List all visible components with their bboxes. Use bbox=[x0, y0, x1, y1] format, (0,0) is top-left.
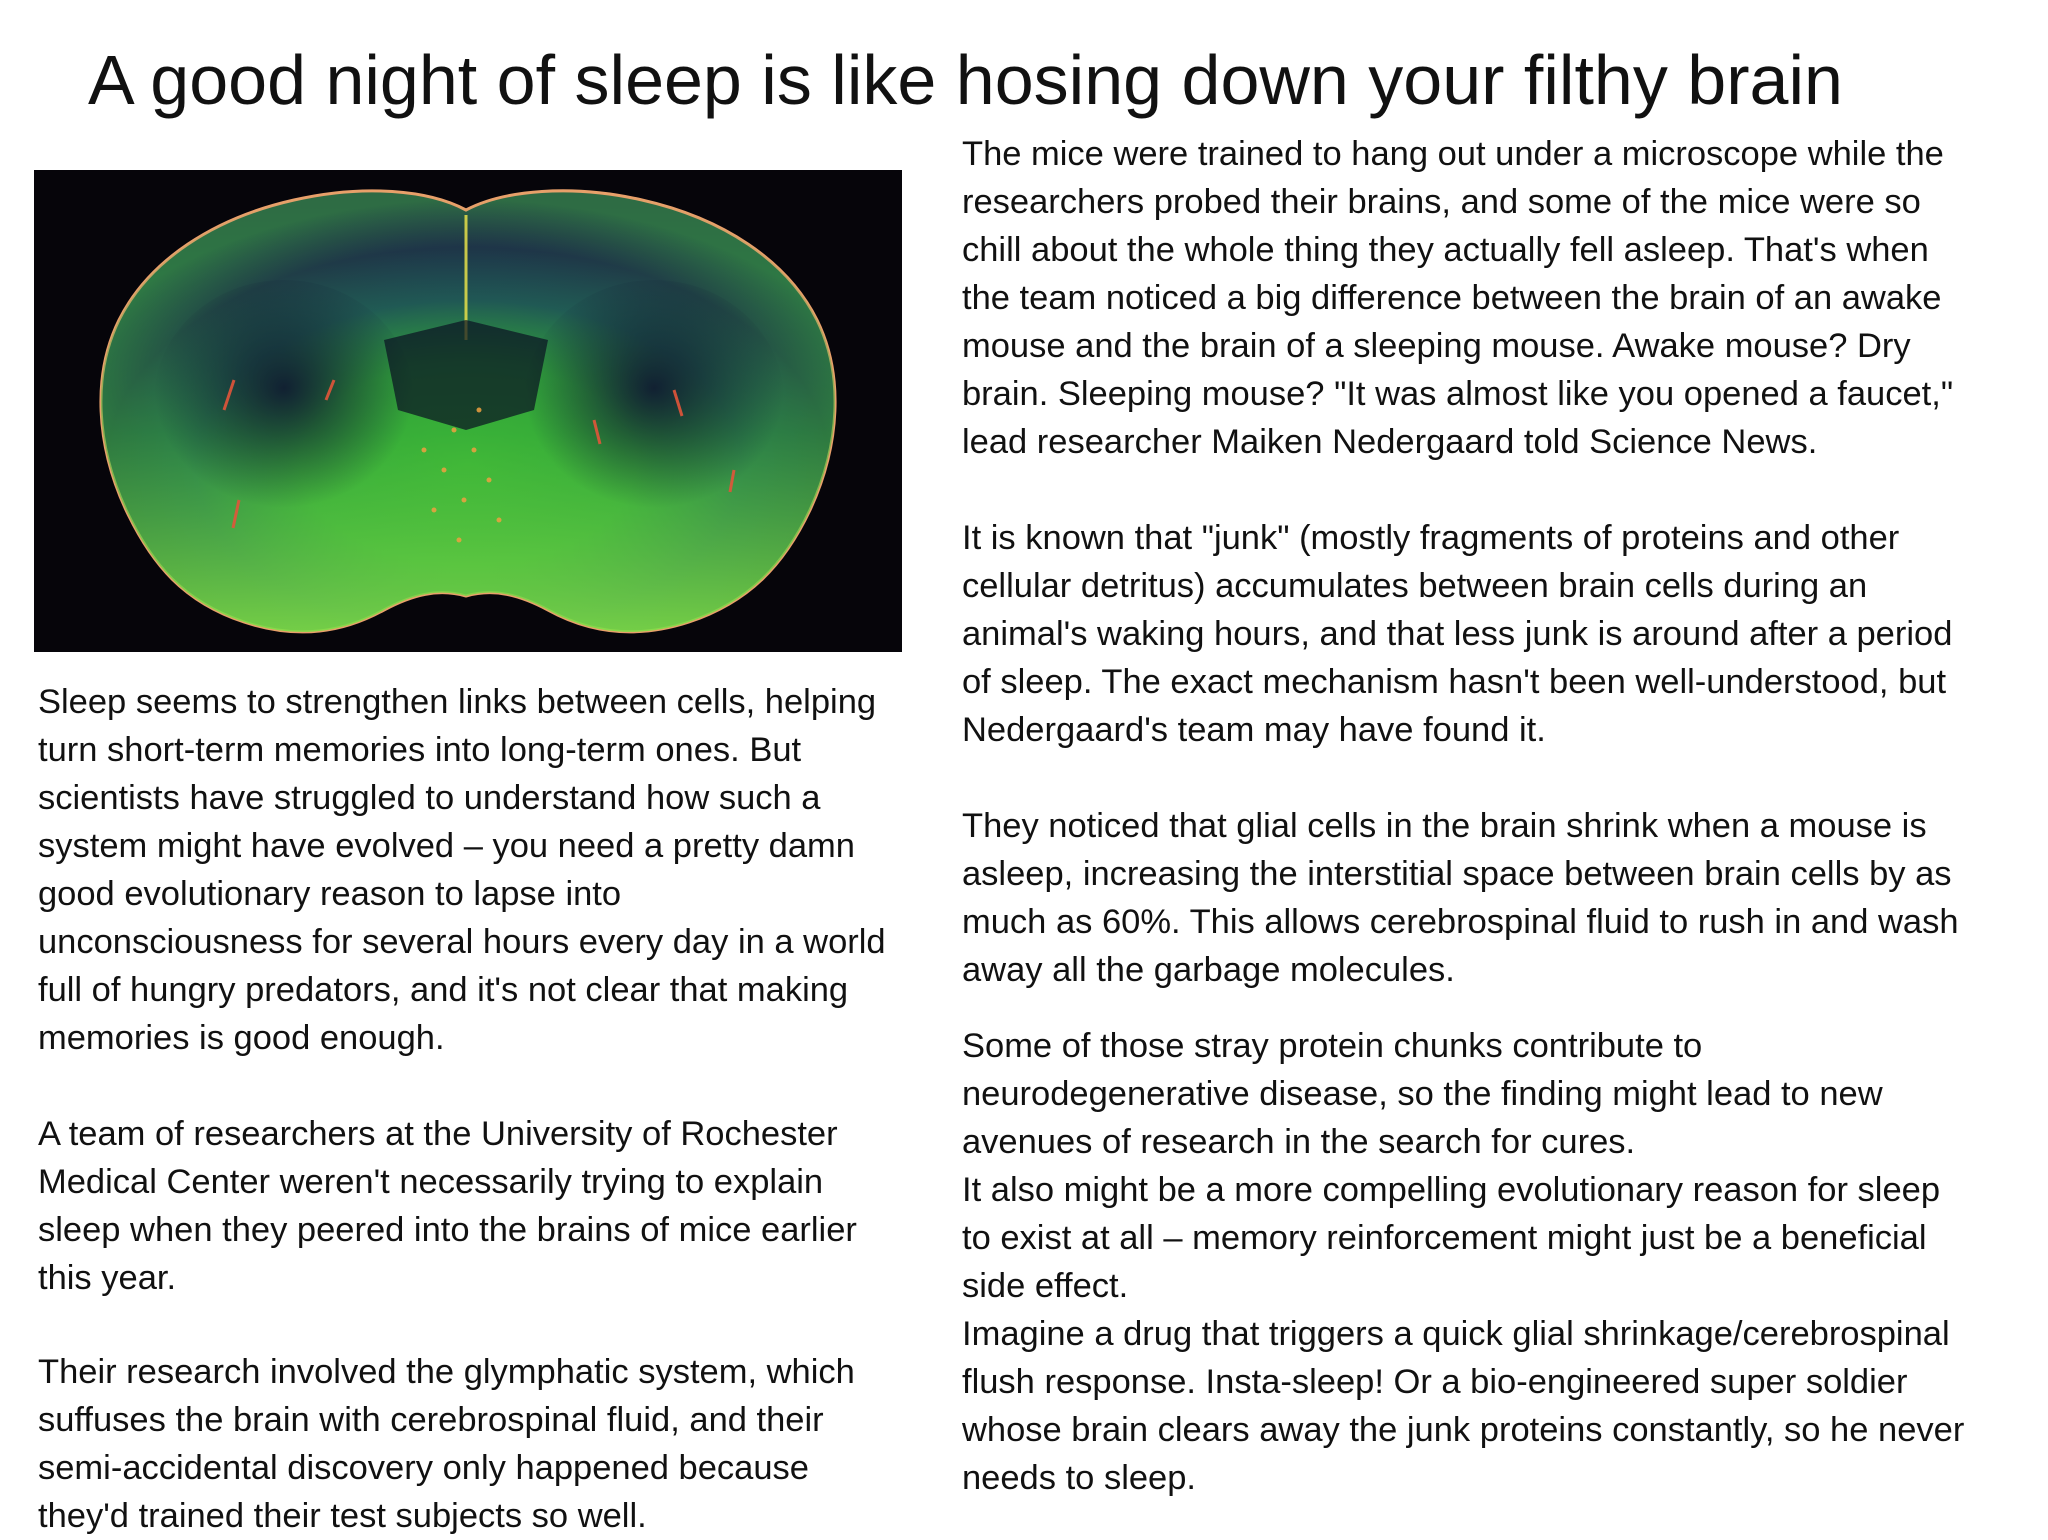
right-column-paragraph-1 bbox=[962, 130, 2022, 466]
brain-micrograph-image bbox=[34, 170, 902, 652]
page-title: A good night of sleep is like hosing down your filthy brain bbox=[88, 41, 1843, 119]
paragraph: They noticed that glial cells in the brain shrink when a mouse is asleep, increasing the interstitial space between brain cells by as much as 60%. This allows cerebrospinal fluid to rush in and wash away all the garbage molecules. bbox=[962, 807, 1959, 989]
left-column-paragraph-2 bbox=[38, 1110, 938, 1302]
paragraph: It is known that "junk" (mostly fragments of proteins and other cellular detritus) accumulates between brain cells during an animal's waking hours, and that less junk is around after a period of sleep. The exact mechanism hasn't been well-understood, but Nedergaard's team may have found it. bbox=[962, 519, 1953, 749]
paragraph: A team of researchers at the University of Rochester Medical Center weren't necessarily trying to explain sleep when they peered into the brains of mice earlier this year. bbox=[38, 1115, 857, 1297]
paragraph: The mice were trained to hang out under a microscope while the researchers probed their brains, and some of the mice were so chill about the whole thing they actually fell asleep. That's when the team noticed a big difference between the brain of an awake mouse and the brain of a sleeping mouse. Awake mouse? Dry brain. Sleeping mouse? "It was almost like you opened a faucet," lead researcher Maiken Nedergaard told Science News. bbox=[962, 135, 1954, 461]
right-column-paragraph-2 bbox=[962, 514, 2022, 754]
paragraph: Their research involved the glymphatic system, which suffuses the brain with cerebrospinal fluid, and their semi-accidental discovery only happened because they'd trained their test subjects so well. bbox=[38, 1353, 855, 1535]
left-column-paragraph-3 bbox=[38, 1348, 938, 1540]
left-column bbox=[38, 678, 938, 1062]
right-column-paragraph-3 bbox=[962, 802, 2022, 994]
right-column-paragraph-4 bbox=[962, 1022, 2022, 1502]
paragraph: Sleep seems to strengthen links between cells, helping turn short-term memories into long-term ones. But scientists have struggled to understand how such a system might have evolved – you need a pretty damn good evolutionary reason to lapse into unconsciousness for several hours every day in a world full of hungry predators, and it's not clear that making memories is good enough. bbox=[38, 683, 886, 1057]
paragraph: Some of those stray protein chunks contribute to neurodegenerative disease, so the finding might lead to new avenues of research in the search for cures. It also might be a more compelling evolutionary reason for sleep to exist at all – memory reinforcement might just be a beneficial side effect. Imagine a drug that triggers a quick glial shrinkage/cerebrospinal flush response. Insta-sleep! Or a bio-engineered super soldier whose brain clears away the junk proteins constantly, so he never needs to sleep. bbox=[962, 1027, 1965, 1497]
